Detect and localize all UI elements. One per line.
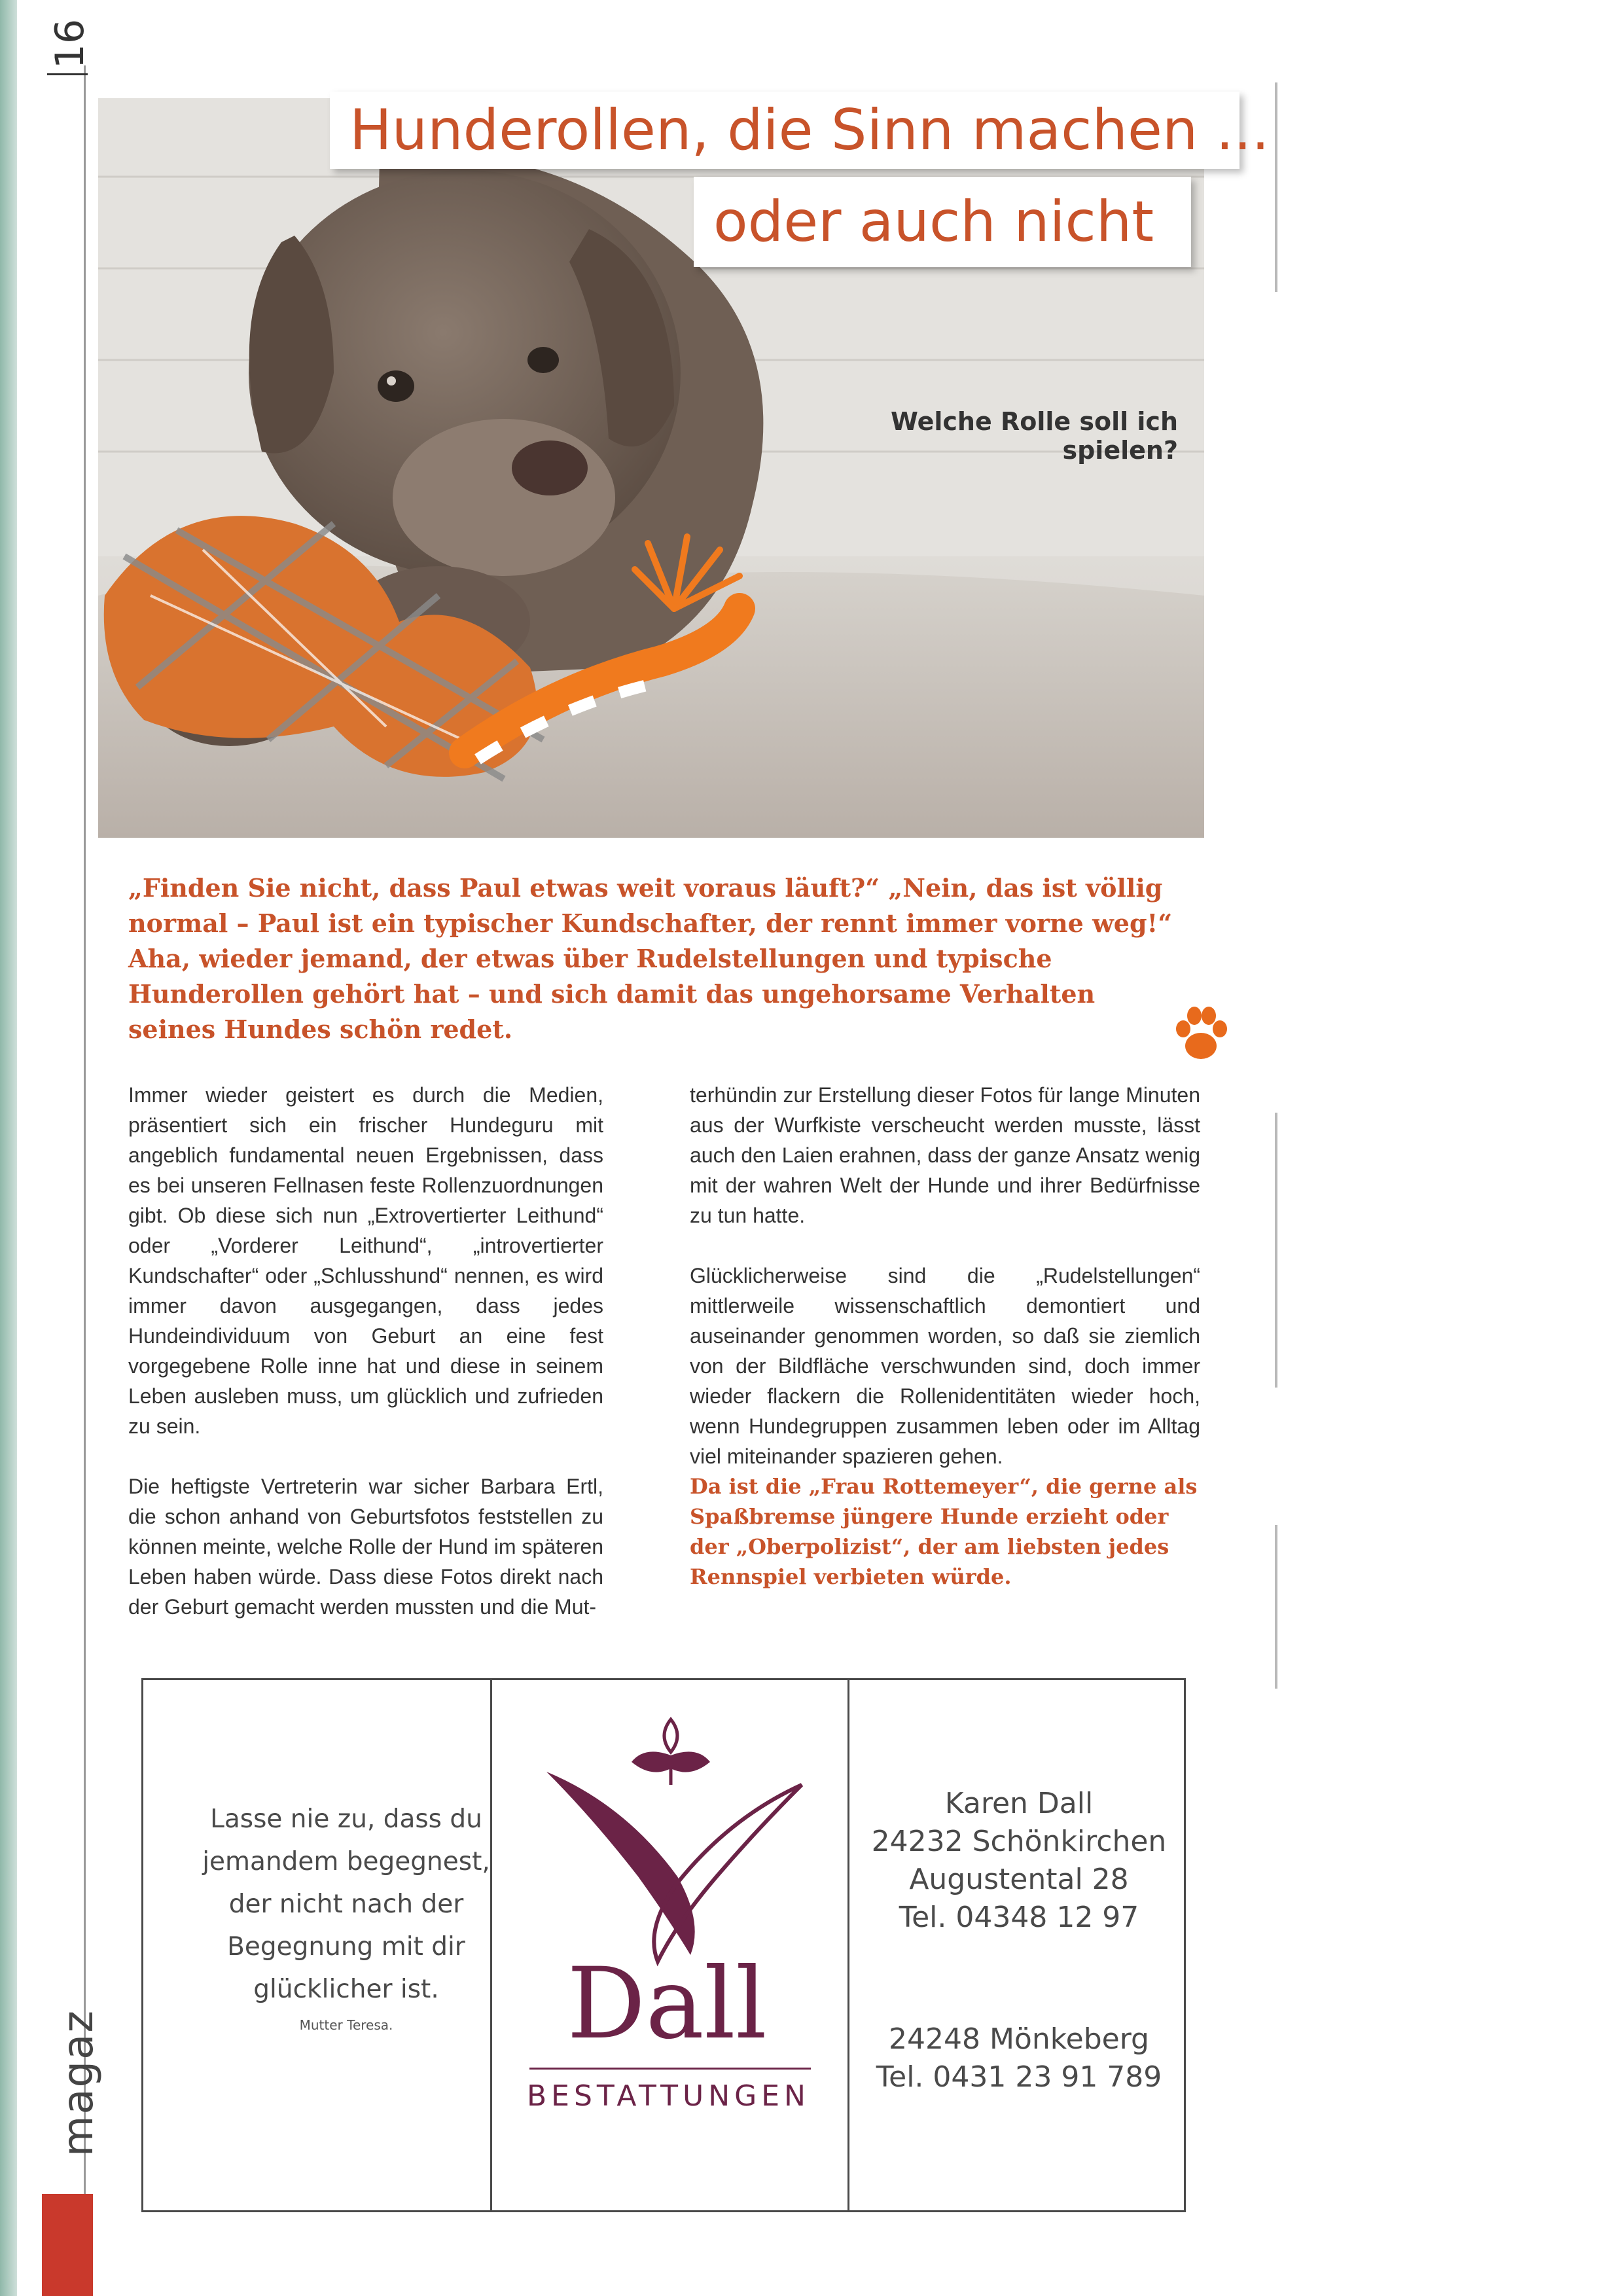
contact-city: 24232 Schönkirchen bbox=[871, 1825, 1167, 1858]
body-paragraph: Glücklicherweise sind die „Rudelstellungen“ mittlerweile wissenschaftlich demontiert und auseinander genommen worden, so daß sie ziemlich von der Bildfläche verschwunden sind, doch immer wieder flackern die Rollenidentitäten wieder hoch, wenn Hundegruppen zusammen leben oder im Alltag viel miteinander spazieren gehen. bbox=[690, 1264, 1200, 1468]
lead-paragraph: „Finden Sie nicht, dass Paul etwas weit voraus läuft?“ „Nein, das ist völlig normal – Paul ist ein typischer Kundschafter, der rennt immer vorne weg!“ Aha, wieder jemand, der etwas über Rudelstellungen und typische Hunderollen gehört hat – und sich damit das ungehorsame Verhalten seines Hundes schön redet. bbox=[128, 873, 1173, 1044]
page-number: 16 bbox=[47, 18, 93, 69]
headline-line-2: oder auch nicht bbox=[694, 177, 1191, 267]
ad-logo-rule bbox=[529, 2068, 811, 2070]
right-margin-mark bbox=[1275, 82, 1277, 292]
contact-phone: Tel. 0431 23 91 789 bbox=[876, 2060, 1162, 2094]
advertisement-box bbox=[141, 1678, 1186, 2212]
ad-logo-name: Dall bbox=[567, 1947, 767, 2061]
ad-contact-moenkeberg bbox=[850, 2020, 1188, 2096]
page-accent-bar bbox=[42, 2194, 93, 2296]
ad-quote: Lasse nie zu, dass du jemandem begegnest, der nicht nach der Begegnung mit dir glücklicher ist. bbox=[202, 1804, 490, 2004]
headline-line-1: Hunderollen, die Sinn machen ... bbox=[330, 92, 1240, 169]
contact-street: Augustental 28 bbox=[909, 1863, 1129, 1896]
right-margin-mark bbox=[1275, 1525, 1277, 1689]
photo-caption: Welche Rolle soll ich spielen? bbox=[891, 407, 1178, 465]
margin-rule bbox=[84, 65, 86, 2278]
body-paragraph: Immer wieder geistert es durch die Medien, präsentiert sich ein frischer Hundeguru mit angeblich fundamental neuen Ergebnissen, dass es bei unseren Fellnasen feste Rollenzuordnungen gibt. Ob diese sich nun „Extrovertierter Leithund“ oder „Vorderer Leithund“, „introvertierter Kundschafter“ oder „Schlusshund“ nennen, es wird immer davon ausgegangen, dass jedes Hundeindividuum von Geburt an eine fest vorgegebene Rolle inne hat und diese in seinem Leben ausleben muss, um glücklich und zufrieden zu sein. bbox=[128, 1083, 603, 1438]
page-number-underline bbox=[47, 73, 88, 75]
right-margin-mark bbox=[1275, 1113, 1277, 1388]
body-column-right bbox=[690, 1080, 1200, 1622]
body-paragraph: Die heftigste Vertreterin war sicher Barbara Ertl, die schon anhand von Geburtsfotos feststellen zu können meinte, welche Rolle der Hund im späteren Leben haben würde. Dass diese Fotos direkt nach der Geburt gemacht werden mussten und die Mut- bbox=[128, 1475, 603, 1619]
paw-icon bbox=[1171, 1000, 1230, 1066]
body-column-left bbox=[128, 1080, 603, 1652]
contact-name: Karen Dall bbox=[944, 1787, 1094, 1820]
contact-city: 24248 Mönkeberg bbox=[889, 2022, 1149, 2056]
ad-quote-author: Mutter Teresa. bbox=[299, 2017, 393, 2033]
body-accent-paragraph: Da ist die „Frau Rottemeyer“, die gerne als Spaßbremse jüngere Hunde erzieht oder der „Oberpolizist“, der am liebsten jedes Rennspiel verbieten würde. bbox=[690, 1474, 1198, 1589]
contact-phone: Tel. 04348 12 97 bbox=[899, 1901, 1139, 1934]
magazine-name: magaz bbox=[54, 2009, 103, 2157]
ad-logo-subtitle: BESTATTUNGEN bbox=[527, 2079, 810, 2113]
ad-divider bbox=[847, 1680, 849, 2210]
ad-contact-schoenkirchen bbox=[850, 1785, 1188, 1937]
body-paragraph: terhündin zur Erstellung dieser Fotos für lange Minuten aus der Wurfkiste verscheucht werden musste, lässt auch den Laien erahnen, dass der ganze Ansatz wenig mit der wahren Welt der Hunde und ihrer Bedürfnisse zu tun hatte. bbox=[690, 1083, 1200, 1227]
page-edge-strip bbox=[0, 0, 17, 2296]
